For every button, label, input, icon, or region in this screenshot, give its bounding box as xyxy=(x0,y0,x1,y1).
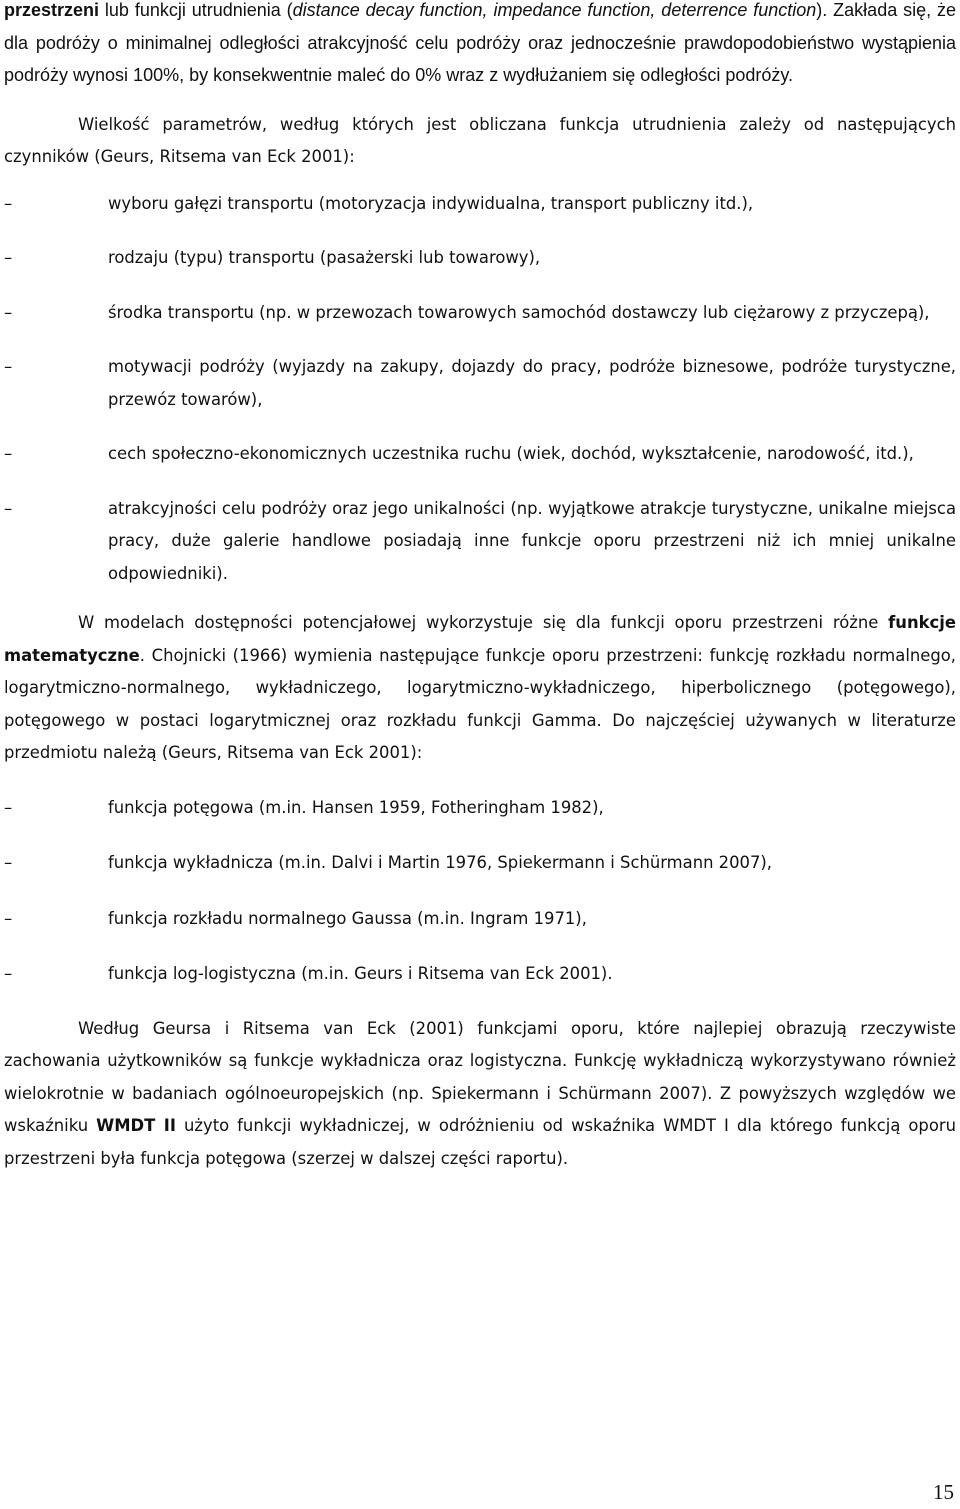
bold-term: funkcje matematyczne xyxy=(4,613,956,665)
list-item xyxy=(4,847,956,880)
text-run: lub funkcji utrudnienia ( xyxy=(99,0,293,20)
list-item-text: środka transportu (np. w przewozach towarowych samochód dostawczy lub ciężarowy z przyczepą), xyxy=(108,302,930,322)
dash-bullet: – xyxy=(4,498,13,518)
italic-term: distance decay function, impedance function, deterrence function xyxy=(292,0,817,20)
list-item xyxy=(4,297,956,330)
bold-term: przestrzeni xyxy=(4,0,100,20)
list-item-text: funkcja rozkładu normalnego Gaussa (m.in. Ingram 1971), xyxy=(108,908,587,928)
paragraph-conclusion xyxy=(4,1013,956,1176)
list-item xyxy=(4,438,956,471)
dash-bullet: – xyxy=(4,908,13,928)
dash-bullet: – xyxy=(4,797,13,817)
list-item-text: wyboru gałęzi transportu (motoryzacja indywidualna, transport publiczny itd.), xyxy=(108,193,754,213)
list-item-text: cech społeczno-ekonomicznych uczestnika ruchu (wiek, dochód, wykształcenie, narodowość, itd.), xyxy=(108,444,914,463)
list-item xyxy=(4,351,956,416)
list-item-text: funkcja wykładnicza (m.in. Dalvi i Martin 1976, Spiekermann i Schürmann 2007), xyxy=(108,853,772,872)
dash-bullet: – xyxy=(4,357,13,376)
factors-list xyxy=(4,188,956,591)
list-item-text: rodzaju (typu) transportu (pasażerski lub towarowy), xyxy=(108,248,541,267)
text-run: W modelach dostępności potencjałowej wykorzystuje się dla funkcji oporu przestrzeni różne xyxy=(78,613,889,632)
dash-bullet: – xyxy=(4,853,13,872)
text-run: Według Geursa i Ritsema van Eck (2001) funkcjami oporu, które najlepiej obrazują rzeczywiste zachowania użytkowników są funkcje wykładnicza oraz logistyczna. Funkcję wykładniczą wykorzystywano również wielokrotnie w badaniach ogólnoeuropejskich (np. Spiekermann i Schürmann 2007). Z powyższych względów we wskaźniku xyxy=(4,1018,956,1135)
list-item-text: motywacji podróży (wyjazdy na zakupy, dojazdy do pracy, podróże biznesowe, podróże turystyczne, przewóz towarów), xyxy=(108,357,956,409)
dash-bullet: – xyxy=(4,302,13,322)
list-item-text: atrakcyjności celu podróży oraz jego unikalności (np. wyjątkowe atrakcje turystyczne, unikalne miejsca pracy, duże galerie handlowe posiadają inne funkcje oporu przestrzeni niż ich mniej unikalne odpowiedniki). xyxy=(108,498,956,583)
list-item xyxy=(4,188,956,221)
functions-list xyxy=(4,792,956,991)
paragraph-math-functions xyxy=(4,607,956,770)
paragraph-factors-intro: Wielkość parametrów, według których jest obliczana funkcja utrudnienia zależy od następujących czynników (Geurs, Ritsema van Eck 2001): xyxy=(4,114,956,166)
dash-bullet: – xyxy=(4,248,13,267)
list-item xyxy=(4,903,956,936)
page-number: 15 xyxy=(933,1480,954,1504)
bold-term: WMDT II xyxy=(96,1116,176,1135)
list-item-text: funkcja log-logistyczna (m.in. Geurs i Ritsema van Eck 2001). xyxy=(108,964,613,983)
dash-bullet: – xyxy=(4,964,13,983)
dash-bullet: – xyxy=(4,193,13,213)
dash-bullet: – xyxy=(4,444,13,463)
document-page xyxy=(4,0,956,1175)
text-run: użyto funkcji wykładniczej, w odróżnieniu od wskaźnika WMDT I dla którego funkcją oporu przestrzeni była funkcja potęgowa (szerzej w dalszej części raportu). xyxy=(4,1116,956,1168)
list-item xyxy=(4,493,956,591)
text-run: . Chojnicki (1966) wymienia następujące funkcje oporu przestrzeni: funkcję rozkładu normalnego, logarytmiczno-normalnego, wykładniczego, logarytmiczno-wykładniczego, hiperbolicznego (potęgowego), potęgowego w postaci logarytmicznej oraz rozkładu funkcji Gamma. Do najczęściej używanych w literaturze przedmiotu należą (Geurs, Ritsema van Eck 2001): xyxy=(4,645,956,762)
text-run: ). Zakłada się, że dla podróży o minimalnej odległości atrakcyjność celu podróży oraz jednocześnie prawdopodobieństwo wystąpienia podróży wynosi 100%, by konsekwentnie maleć do 0% wraz z wydłużaniem się odległości podróży. xyxy=(4,0,957,85)
list-item xyxy=(4,958,956,991)
list-item xyxy=(4,792,956,825)
list-item xyxy=(4,242,956,275)
paragraph-intro xyxy=(4,0,956,92)
list-item-text: funkcja potęgowa (m.in. Hansen 1959, Fotheringham 1982), xyxy=(108,797,604,817)
